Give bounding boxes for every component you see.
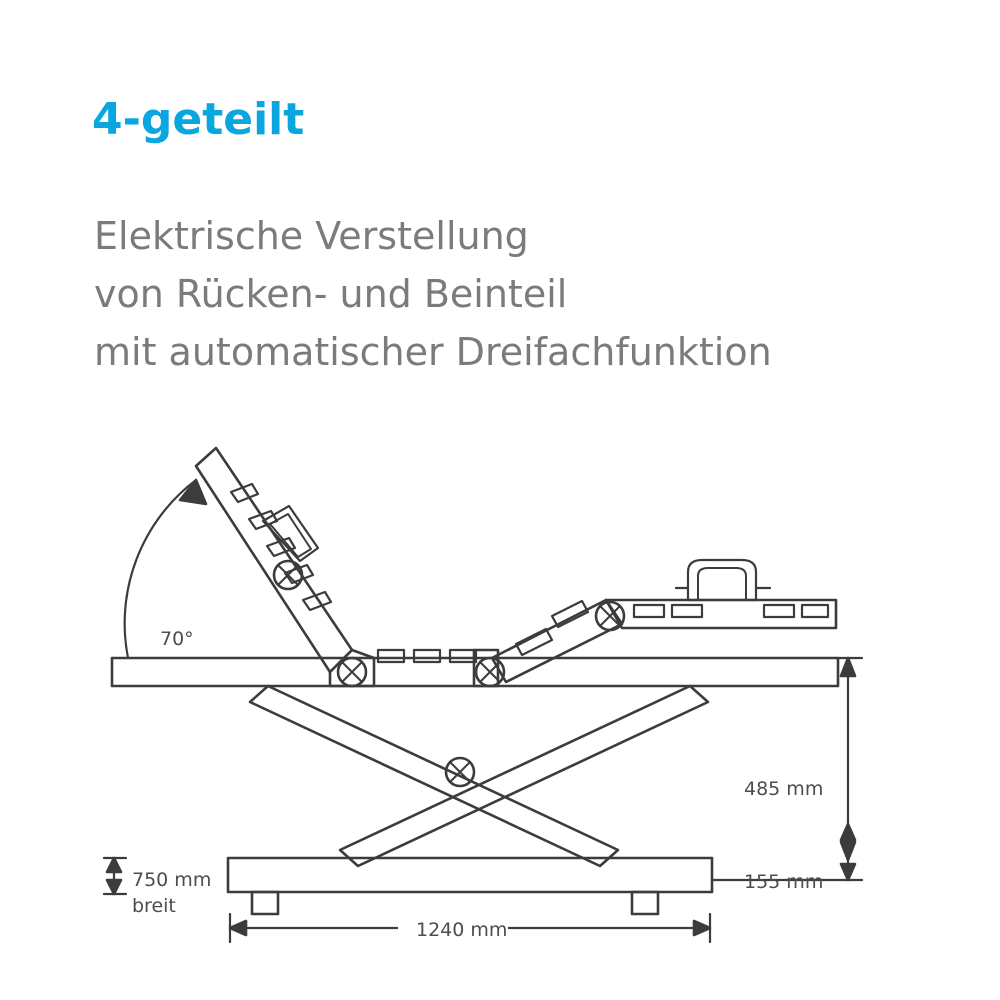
description-block <box>94 208 772 381</box>
annotation-backrest-angle: 70° <box>160 628 194 650</box>
backrest-pivot-joint <box>274 561 302 589</box>
annotation-width-line1: 750 mm <box>132 869 212 891</box>
backrest-hinge <box>330 650 374 686</box>
description-line-3: mit automatischer Dreifachfunktion <box>94 329 772 374</box>
dimension-width-750 <box>104 858 126 894</box>
annotation-width-line2: breit <box>132 895 176 917</box>
annotation-height-min: 155 mm <box>744 871 824 893</box>
backrest-panel <box>196 448 352 672</box>
annotation-height-max: 485 mm <box>744 778 824 800</box>
foot-end-plate <box>606 600 836 628</box>
page-title: 4-geteilt <box>92 94 305 145</box>
description-line-1: Elektrische Verstellung <box>94 214 529 258</box>
technical-drawing <box>0 420 1000 1000</box>
scissor-lift <box>250 686 708 866</box>
leg-section-panel <box>492 600 622 682</box>
description-line-2: von Rücken- und Beinteil <box>94 271 568 316</box>
base-frame <box>228 858 712 914</box>
annotation-length: 1240 mm <box>416 919 508 941</box>
seat-slots <box>378 650 476 662</box>
foot-end-handle <box>676 560 770 600</box>
